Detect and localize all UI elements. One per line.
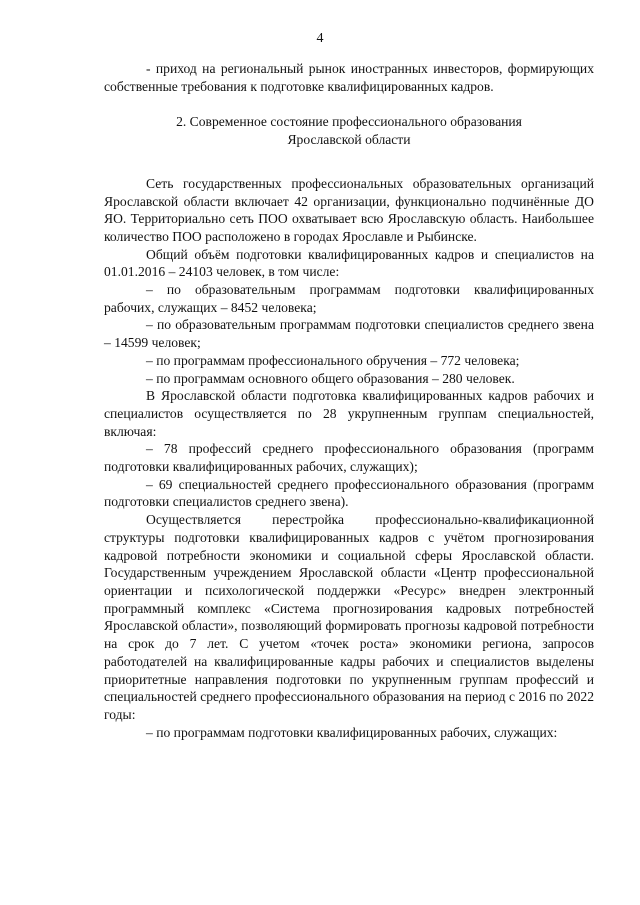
paragraph-groups: В Ярославской области подготовка квалифицированных кадров рабочих и специалистов осуществляется по 28 укрупненным группам специальностей, включая:	[104, 388, 594, 439]
paragraph-network: Сеть государственных профессиональных образовательных организаций Ярославской области включает 42 организации, функционально подчинённые ДО ЯО. Территориально сеть ПОО охватывает всю Ярославскую область. Наибольшее количество ПОО расположено в городах Ярославле и Рыбинске.	[104, 175, 594, 244]
document-body	[104, 60, 594, 741]
list-item-professions: – 78 профессий среднего профессионального образования (программ подготовки квалифицированных рабочих, служащих);	[104, 441, 594, 475]
section-heading	[104, 113, 594, 148]
list-item-specialties: – 69 специальностей среднего профессионального образования (программ подготовки специалистов среднего звена).	[104, 476, 594, 510]
paragraph-investors: - приход на региональный рынок иностранных инвесторов, формирующих собственные требования к подготовке квалифицированных кадров.	[104, 61, 594, 94]
paragraph-restructuring: Осуществляется перестройка профессионально-квалификационной структуры подготовки квалифицированных кадров с учётом прогнозирования кадровой потребности экономики и социальной сферы Ярославской области. Государственным учреждением Ярославской области «Центр профессиональной ориентации и психологической поддержки «Ресурс» внедрен электронный программный комплекс «Система прогнозирования кадровых потребностей Ярославской области», позволяющий формировать прогнозы кадровой потребности на срок до 7 лет. С учетом «точек роста» экономики региона, запросов работодателей на квалифицированные кадры рабочих и специалистов выделены приоритетные направления подготовки по укрупненным группам профессий и специальностей среднего профессионального образования на период с 2016 по 2022 годы:	[104, 512, 594, 722]
list-item-specialists: – по образовательным программам подготовки специалистов среднего звена – 14599 человек;	[104, 317, 594, 351]
paragraph-total-volume: Общий объём подготовки квалифицированных кадров и специалистов на 01.01.2016 – 24103 человек, в том числе:	[104, 246, 594, 280]
section-heading-line2: Ярославской области	[287, 132, 411, 148]
list-item-programs: – по программам подготовки квалифицированных рабочих, служащих:	[146, 724, 558, 740]
section-heading-line1: 2. Современное состояние профессионального образования	[176, 114, 522, 130]
list-item-general: – по программам основного общего образования – 280 человек.	[146, 370, 515, 386]
page-number: 4	[316, 31, 324, 46]
list-item-training: – по программам профессионального обручения – 772 человека;	[146, 352, 520, 368]
list-item-workers: – по образовательным программам подготовки квалифицированных рабочих, служащих – 8452 человека;	[104, 282, 594, 315]
